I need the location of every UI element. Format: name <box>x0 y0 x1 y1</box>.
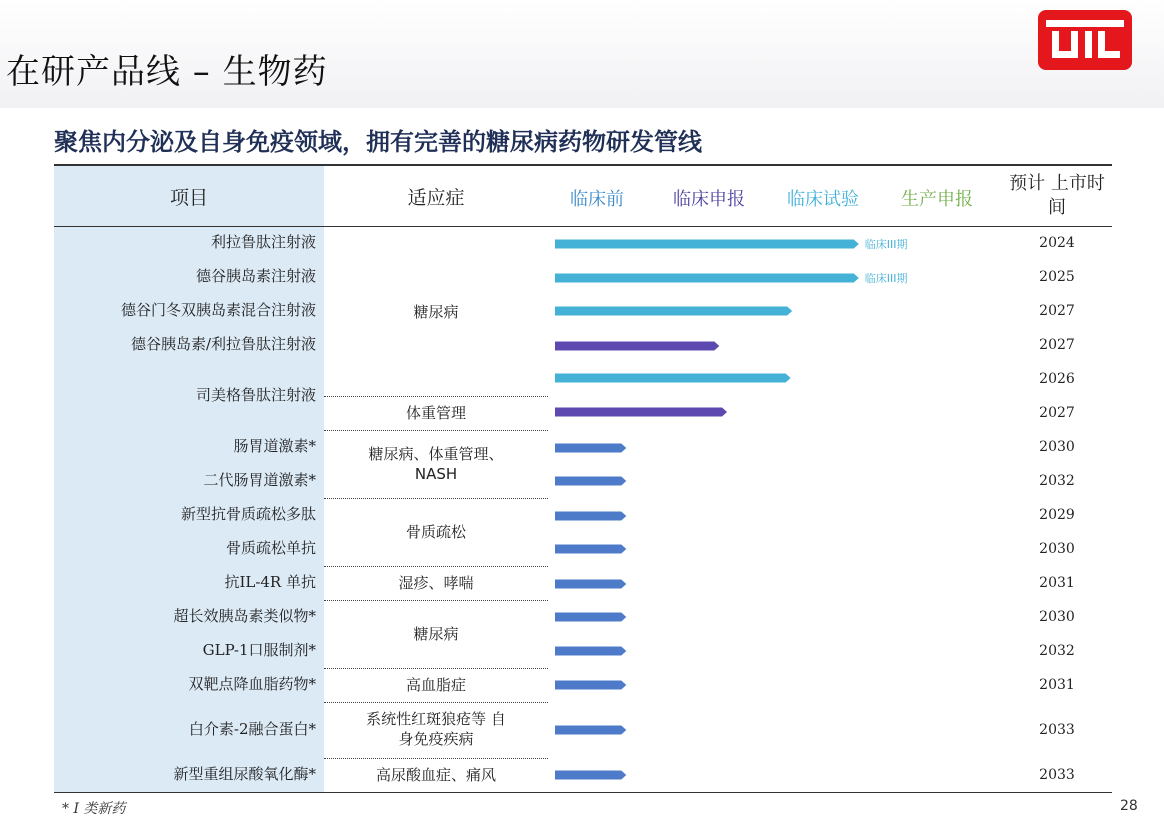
indication-label: 骨质疏松 <box>405 523 466 541</box>
launch-year: 2027 <box>1039 405 1075 421</box>
launch-year: 2031 <box>1039 677 1075 693</box>
progress-bar <box>555 408 727 417</box>
row-name: GLP-1口服制剂* <box>202 641 316 659</box>
row-name: 新型抗骨质疏松多肽 <box>180 505 316 523</box>
progress-bar-label: 临床III期 <box>864 238 908 251</box>
progress-bar <box>555 647 626 656</box>
row-name: 德谷胰岛素注射液 <box>195 267 316 285</box>
launch-year: 2030 <box>1039 541 1075 557</box>
stage-clinical-filing: 临床申报 <box>673 189 745 210</box>
indication-label: 高尿酸血症、痛风 <box>375 766 496 784</box>
row-name: 白介素-2融合蛋白* <box>188 720 316 738</box>
progress-bar <box>555 477 626 486</box>
launch-year: 2032 <box>1039 473 1075 489</box>
row-name: 双靶点降血脂药物* <box>188 675 316 693</box>
progress-bar <box>555 444 626 453</box>
row-name: 超长效胰岛素类似物* <box>173 607 316 625</box>
progress-bar <box>555 342 719 351</box>
launch-year: 2027 <box>1039 337 1075 353</box>
row-name: 肠胃道激素* <box>233 437 316 455</box>
indication-label: 系统性红斑狼疮等 自身免疫疾病 <box>366 710 506 748</box>
launch-year: 2027 <box>1039 303 1075 319</box>
launch-year: 2024 <box>1039 235 1075 251</box>
indication-label: 糖尿病 <box>413 625 459 643</box>
row-name: 骨质疏松单抗 <box>225 539 316 557</box>
indication-label: 高血脂症 <box>405 676 466 694</box>
row-name-merged: 司美格鲁肽注射液 <box>195 386 316 404</box>
launch-year: 2026 <box>1039 371 1075 387</box>
progress-bar <box>555 240 859 249</box>
stage-clinical-trial: 临床试验 <box>787 189 859 210</box>
stage-preclinical: 临床前 <box>570 189 624 210</box>
header-project: 项目 <box>169 187 208 209</box>
header-indication: 适应症 <box>407 187 465 209</box>
progress-bar <box>555 512 626 521</box>
launch-year: 2029 <box>1039 507 1075 523</box>
progress-bar <box>555 771 626 780</box>
subtitle: 聚焦内分泌及自身免疫领域，拥有完善的糖尿病药物研发管线 <box>54 128 702 156</box>
stage-production-filing: 生产申报 <box>901 189 973 210</box>
progress-bar <box>555 681 626 690</box>
launch-year: 2033 <box>1039 722 1075 738</box>
launch-year: 2030 <box>1039 439 1075 455</box>
row-name: 抗IL-4R 单抗 <box>224 573 316 591</box>
row-name: 利拉鲁肽注射液 <box>210 233 316 251</box>
progress-bar <box>555 374 791 383</box>
page-title: 在研产品线 – 生物药 <box>6 52 328 92</box>
progress-bar <box>555 613 626 622</box>
row-name: 二代肠胃道激素* <box>203 471 316 489</box>
row-name: 德谷门冬双胰岛素混合注射液 <box>120 301 316 319</box>
progress-bar <box>555 580 626 589</box>
launch-year: 2030 <box>1039 609 1075 625</box>
page-number: 28 <box>1120 798 1138 814</box>
indication-label: 糖尿病、体重管理、NASH <box>368 445 504 483</box>
launch-year: 2031 <box>1039 575 1075 591</box>
footnote: * I 类新药 <box>62 801 126 817</box>
header-launch-year: 预计 上市时间 <box>1009 173 1105 218</box>
indication-label: 体重管理 <box>405 404 466 422</box>
progress-bar <box>555 545 626 554</box>
progress-bar <box>555 726 626 735</box>
indication-label: 湿疹、哮喘 <box>398 574 474 592</box>
launch-year: 2032 <box>1039 643 1075 659</box>
row-name: 德谷胰岛素/利拉鲁肽注射液 <box>130 335 316 353</box>
progress-bar <box>555 274 859 283</box>
progress-bar-label: 临床III期 <box>864 272 908 285</box>
launch-year: 2025 <box>1039 269 1075 285</box>
row-name: 新型重组尿酸氧化酶* <box>173 765 316 783</box>
progress-bar <box>555 307 792 316</box>
launch-year: 2033 <box>1039 767 1075 783</box>
indication-label: 糖尿病 <box>413 303 459 321</box>
